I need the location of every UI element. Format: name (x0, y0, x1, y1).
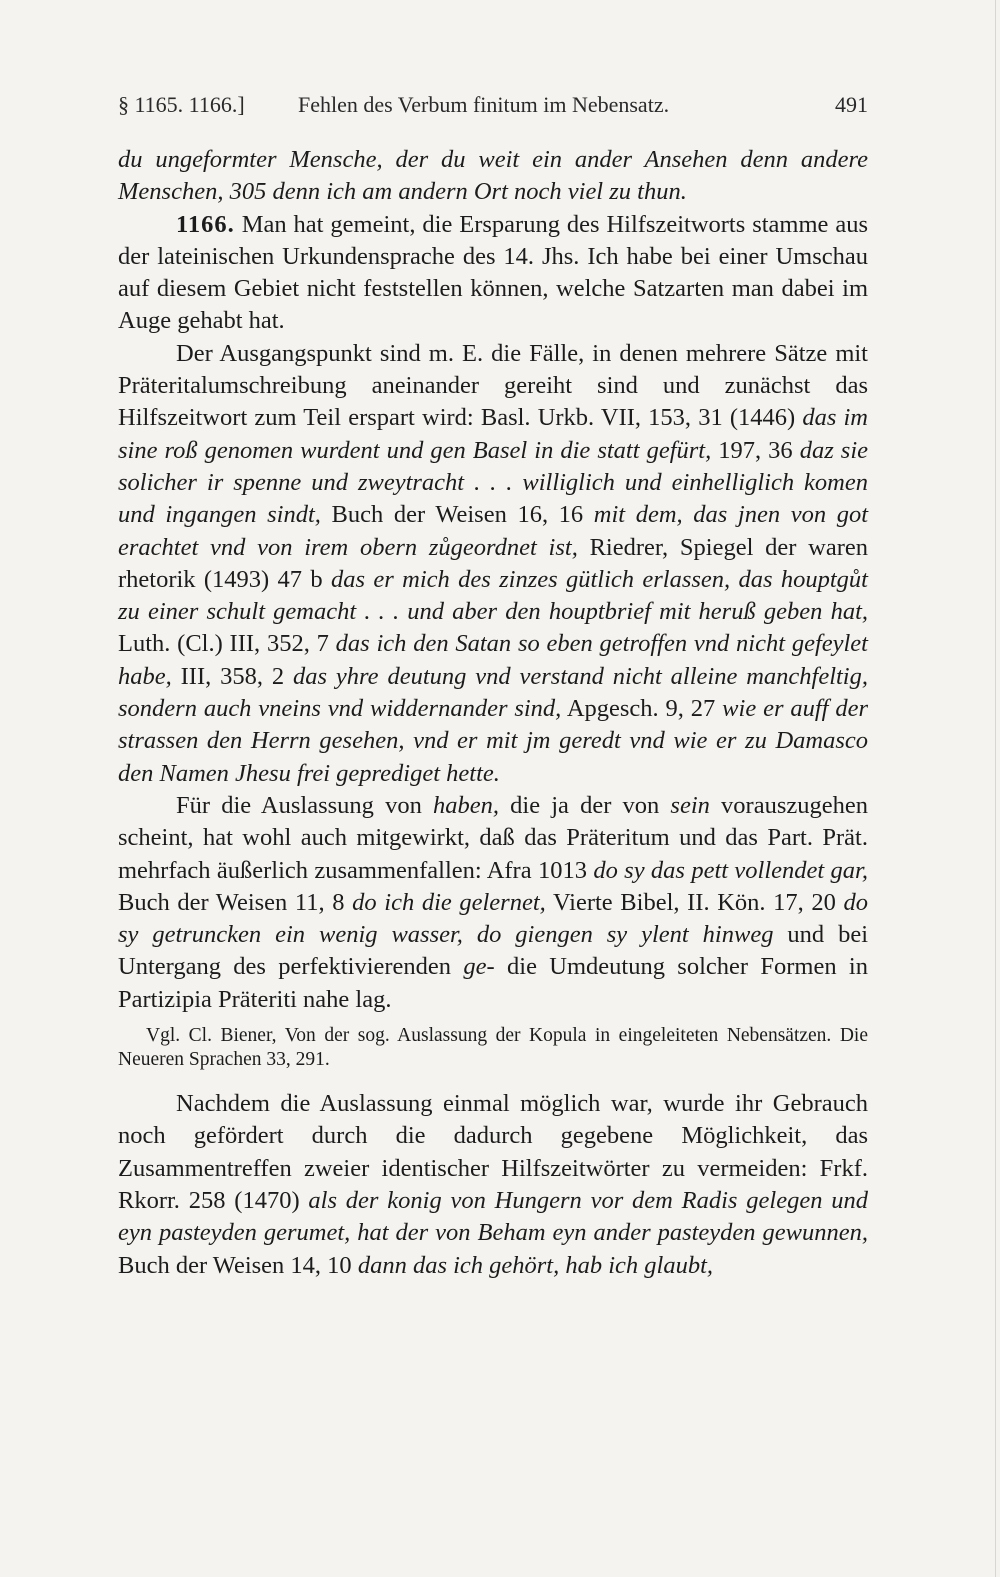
section-number: 1166. (176, 210, 235, 238)
paragraph-1166: 1166. Man hat gemeint, die Ersparung des Hilfszeitworts stamme aus der lateinischen Urkundensprache des 14. Jhs. Ich habe bei einer Umschau auf diesem Gebiet nicht feststellen können, welche Satzarten man dabei im Auge gehabt hat. (118, 210, 868, 335)
page-number: 491 (835, 92, 868, 117)
book-page (118, 92, 868, 1282)
running-header (118, 92, 868, 124)
header-section-ref: § 1165. 1166.] (118, 92, 245, 117)
paragraph-nachdem: Nachdem die Auslassung einmal möglich war, wurde ihr Gebrauch noch gefördert durch die dadurch gegebene Möglichkeit, das Zusammentreffen zweier identischer Hilfszeitwörter zu vermeiden: Frkf. Rkorr. 258 (1470) als der konig von Hungern vor dem Radis gelegen und eyn pasteyden gerumet, hat der von Beham eyn ander pasteyden gewunnen, Buch der Weisen 14, 10 dann das ich gehört, hab ich glaubt, (118, 1090, 868, 1279)
footnote: Vgl. Cl. Biener, Von der sog. Auslassung der Kopula in eingeleiteten Nebensätzen. Die Neueren Sprachen 33, 291. (118, 1025, 868, 1071)
header-title: Fehlen des Verbum finitum im Nebensatz. (298, 92, 670, 117)
paragraph-continuation: du ungeformter Mensche, der du weit ein ander Ansehen denn andere Menschen, 305 denn ich am andern Ort noch viel zu thun. (118, 146, 868, 206)
paragraph-ausgangspunkt: Der Ausgangspunkt sind m. E. die Fälle, in denen mehrere Sätze mit Präteritalumschreibung aneinander gereiht sind und zunächst das Hilfszeitwort zum Teil erspart wird: Basl. Urkb. VII, 153, 31 (1446) das im sine roß genomen wurdent und gen Basel in die statt gefürt, 197, 36 daz sie solicher ir spenne und zweytracht . . . williglich und einhelliglich komen und ingangen sindt, Buch der Weisen 16, 16 mit dem, das jnen von got erachtet vnd von irem obern zůgeordnet ist, Riedrer, Spiegel der waren rhetorik (1493) 47 b das er mich des zinzes gütlich erlassen, das houptgůt zu einer schult gemacht . . . und aber den houptbrief mit heruß geben hat, Luth. (Cl.) III, 352, 7 das ich den Satan so eben getroffen vnd nicht gefeylet habe, III, 358, 2 das yhre deutung vnd verstand nicht alleine manchfeltig, sondern auch vneins vnd widdernander sind, Apgesch. 9, 27 wie er auff der strassen den Herrn gesehen, vnd er mit jm geredt vnd wie er zu Damasco den Namen Jhesu frei geprediget hette. (118, 339, 869, 787)
paragraph-auslassung: Für die Auslassung von haben, die ja der von sein vorauszugehen scheint, hat wohl auch mitgewirkt, daß das Präteritum und das Part. Prät. mehrfach äußerlich zusammenfallen: Afra 1013 do sy das pett vollendet gar, Buch der Weisen 11, 8 do ich die gelernet, Vierte Bibel, II. Kön. 17, 20 do sy getruncken ein wenig wasser, do giengen sy ylent hinweg und bei Untergang des perfektivierenden ge- die Umdeutung solcher Formen in Partizipia Präteriti nahe lag. (118, 791, 869, 1013)
page-edge-line (995, 0, 996, 1577)
